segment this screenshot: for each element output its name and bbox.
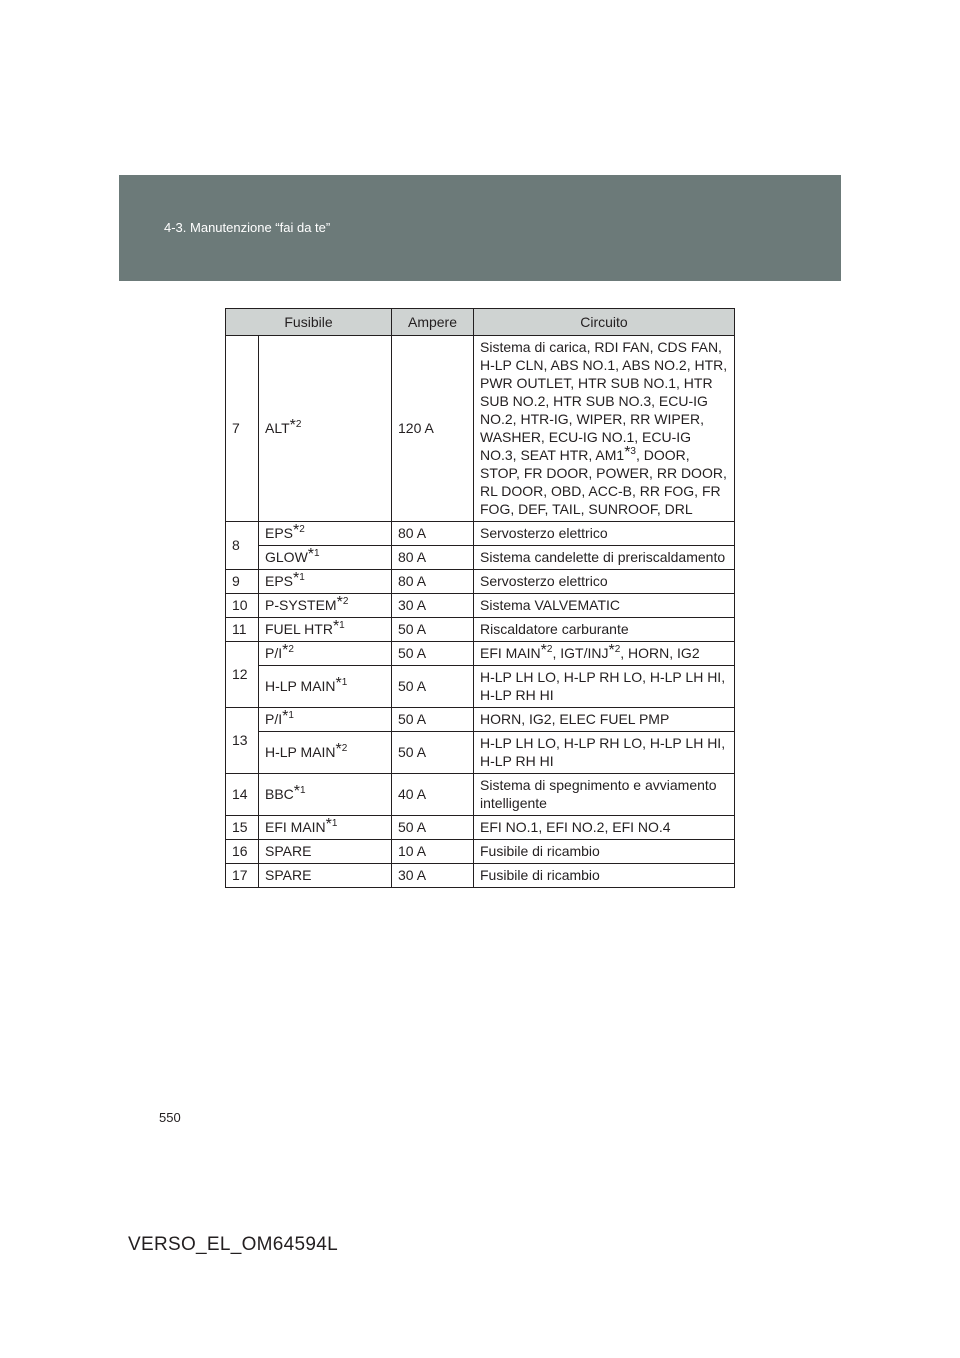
ampere-cell: 80 A — [392, 522, 474, 546]
circuit-text: , DOOR, STOP, FR DOOR, POWER, RR DOOR, RL DOOR, OBD, ACC-B, RR FOG, FR FOG, DEF, TAIL, SUNROOF, DRL — [480, 447, 727, 517]
footnote-number: 1 — [300, 785, 306, 796]
fuse-number-cell: 14 — [226, 774, 259, 816]
table-row — [226, 816, 735, 840]
footnote-mark — [293, 783, 306, 800]
ampere-cell: 80 A — [392, 546, 474, 570]
asterisk-icon: * — [307, 546, 315, 563]
footnote-number: 2 — [299, 524, 305, 535]
circuit-text: Sistema candelette di preriscaldamento — [480, 549, 726, 565]
ampere-cell: 80 A — [392, 570, 474, 594]
footnote-mark — [282, 642, 294, 659]
table-row — [226, 666, 735, 708]
footnote-mark — [293, 570, 305, 587]
fuse-name: H-LP MAIN — [265, 744, 336, 760]
circuit-cell — [474, 642, 735, 666]
fuse-name: SPARE — [265, 867, 312, 883]
fuse-name-cell — [259, 732, 392, 774]
circuit-cell — [474, 522, 735, 546]
footnote-number: 1 — [314, 548, 320, 559]
ampere-cell: 50 A — [392, 666, 474, 708]
circuit-cell — [474, 666, 735, 708]
fuse-name-cell — [259, 708, 392, 732]
fuse-name: P-SYSTEM — [265, 597, 337, 613]
circuit-cell — [474, 336, 735, 522]
fuse-name-cell — [259, 522, 392, 546]
section-title: 4-3. Manutenzione “fai da te” — [164, 220, 331, 235]
asterisk-icon: * — [282, 642, 289, 659]
fuse-name: SPARE — [265, 843, 312, 859]
table-header-row — [226, 309, 735, 336]
circuit-text: Fusibile di ricambio — [480, 867, 600, 883]
fuse-number-cell: 17 — [226, 864, 259, 888]
circuit-text: , IGT/INJ — [552, 645, 609, 661]
table-row — [226, 642, 735, 666]
circuit-cell — [474, 594, 735, 618]
footnote-mark — [335, 675, 348, 692]
circuit-text: Servosterzo elettrico — [480, 525, 608, 541]
asterisk-icon: * — [624, 444, 631, 461]
fuse-number-cell: 7 — [226, 336, 259, 522]
circuit-text: EFI MAIN — [480, 645, 541, 661]
footnote-number: 1 — [331, 818, 338, 829]
circuit-cell — [474, 708, 735, 732]
fuse-name-cell — [259, 816, 392, 840]
fuse-name-cell — [259, 618, 392, 642]
table-row — [226, 570, 735, 594]
footnote-mark — [282, 708, 294, 725]
asterisk-icon: * — [289, 417, 296, 434]
circuit-text: Fusibile di ricambio — [480, 843, 600, 859]
asterisk-icon: * — [540, 642, 547, 659]
circuit-text: H-LP LH LO, H-LP RH LO, H-LP LH HI, H-LP RH HI — [480, 669, 726, 703]
circuit-text: Servosterzo elettrico — [480, 573, 608, 589]
table-row — [226, 708, 735, 732]
ampere-cell: 50 A — [392, 708, 474, 732]
ampere-cell: 50 A — [392, 618, 474, 642]
circuit-text: HORN, IG2, ELEC FUEL PMP — [480, 711, 670, 727]
asterisk-icon: * — [282, 708, 289, 725]
fuse-name-cell — [259, 840, 392, 864]
footnote-number: 2 — [546, 644, 553, 655]
fuse-name: H-LP MAIN — [265, 678, 336, 694]
footnote-mark — [325, 816, 338, 833]
table-row — [226, 546, 735, 570]
fuse-name-cell — [259, 666, 392, 708]
ampere-cell: 40 A — [392, 774, 474, 816]
footnote-mark — [307, 546, 320, 563]
fuse-name: FUEL HTR — [265, 621, 333, 637]
footnote-number: 2 — [341, 743, 348, 754]
fuse-number-cell: 10 — [226, 594, 259, 618]
fuse-name-cell — [259, 570, 392, 594]
fuse-name-cell — [259, 336, 392, 522]
asterisk-icon: * — [336, 594, 343, 611]
circuit-text: EFI NO.1, EFI NO.2, EFI NO.4 — [480, 819, 671, 835]
ampere-cell: 50 A — [392, 732, 474, 774]
circuit-text: Riscaldatore carburante — [480, 621, 629, 637]
fuse-name: EPS — [265, 525, 294, 541]
column-header-fuse: Fusibile — [226, 309, 392, 336]
ampere-cell: 50 A — [392, 642, 474, 666]
fuse-number-cell: 16 — [226, 840, 259, 864]
fuse-number-cell: 11 — [226, 618, 259, 642]
ampere-cell: 10 A — [392, 840, 474, 864]
footnote-mark — [289, 417, 302, 434]
footnote-number: 2 — [288, 644, 294, 655]
footnote-number: 2 — [295, 419, 302, 430]
fuse-name: P/I — [265, 711, 283, 727]
footnote-mark — [293, 522, 305, 539]
fuse-name: EPS — [265, 573, 294, 589]
page-number: 550 — [159, 1110, 181, 1125]
asterisk-icon: * — [293, 570, 300, 587]
circuit-cell — [474, 840, 735, 864]
column-header-ampere: Ampere — [392, 309, 474, 336]
fuse-number-cell: 13 — [226, 708, 259, 774]
fuse-name: EFI MAIN — [265, 819, 326, 835]
asterisk-icon: * — [332, 618, 340, 635]
table-row — [226, 732, 735, 774]
footnote-number: 1 — [288, 710, 294, 721]
section-header-band — [119, 175, 841, 281]
table-row — [226, 522, 735, 546]
footnote-number: 1 — [341, 677, 348, 688]
circuit-cell — [474, 732, 735, 774]
footnote-number: 2 — [614, 644, 621, 655]
circuit-text: Sistema di carica, RDI FAN, CDS FAN, H-LP CLN, ABS NO.1, ABS NO.2, HTR, PWR OUTLET, HTR SUB NO.1, HTR SUB NO.2, HTR SUB NO.3, ECU-IG NO.2, HTR-IG, WIPER, RR WIPER, WASHER, ECU-IG NO.1, ECU-IG NO.3, SEAT HTR, AM1 — [480, 339, 728, 463]
fuse-name: P/I — [265, 645, 283, 661]
footnote-mark — [608, 642, 621, 659]
circuit-cell — [474, 864, 735, 888]
footnote-mark — [332, 618, 345, 635]
circuit-text: , HORN, IG2 — [620, 645, 700, 661]
fuse-number-cell: 9 — [226, 570, 259, 594]
document-code: VERSO_EL_OM64594L — [128, 1234, 338, 1255]
fuse-name-cell — [259, 642, 392, 666]
table-row — [226, 864, 735, 888]
footnote-mark — [540, 642, 553, 659]
fuse-table — [225, 308, 735, 888]
fuse-name-cell — [259, 774, 392, 816]
fuse-name: ALT — [265, 420, 290, 436]
table-row — [226, 840, 735, 864]
footnote-mark — [335, 741, 348, 758]
footnote-number: 3 — [630, 446, 636, 457]
table-row — [226, 336, 735, 522]
ampere-cell: 120 A — [392, 336, 474, 522]
fuse-name-cell — [259, 546, 392, 570]
circuit-text: Sistema di spegnimento e avviamento intelligente — [480, 777, 717, 811]
ampere-cell: 30 A — [392, 864, 474, 888]
footnote-number: 1 — [339, 620, 345, 631]
asterisk-icon: * — [335, 675, 342, 692]
circuit-text: H-LP LH LO, H-LP RH LO, H-LP LH HI, H-LP RH HI — [480, 735, 726, 769]
ampere-cell: 50 A — [392, 816, 474, 840]
circuit-cell — [474, 816, 735, 840]
asterisk-icon: * — [293, 783, 301, 800]
ampere-cell: 30 A — [392, 594, 474, 618]
circuit-text: Sistema VALVEMATIC — [480, 597, 621, 613]
footnote-number: 1 — [299, 572, 305, 583]
asterisk-icon: * — [293, 522, 300, 539]
circuit-cell — [474, 618, 735, 642]
circuit-cell — [474, 546, 735, 570]
asterisk-icon: * — [608, 642, 615, 659]
footnote-number: 2 — [342, 596, 349, 607]
fuse-number-cell: 15 — [226, 816, 259, 840]
fuse-number-cell: 8 — [226, 522, 259, 570]
fuse-name-cell — [259, 864, 392, 888]
asterisk-icon: * — [325, 816, 332, 833]
fuse-name: BBC — [265, 786, 294, 802]
fuse-name: GLOW — [265, 549, 308, 565]
table-row — [226, 618, 735, 642]
table-row — [226, 594, 735, 618]
footnote-mark — [624, 444, 636, 461]
circuit-cell — [474, 774, 735, 816]
fuse-name-cell — [259, 594, 392, 618]
asterisk-icon: * — [335, 741, 342, 758]
fuse-number-cell: 12 — [226, 642, 259, 708]
column-header-circuit: Circuito — [474, 309, 735, 336]
footnote-mark — [336, 594, 349, 611]
circuit-cell — [474, 570, 735, 594]
table-row — [226, 774, 735, 816]
